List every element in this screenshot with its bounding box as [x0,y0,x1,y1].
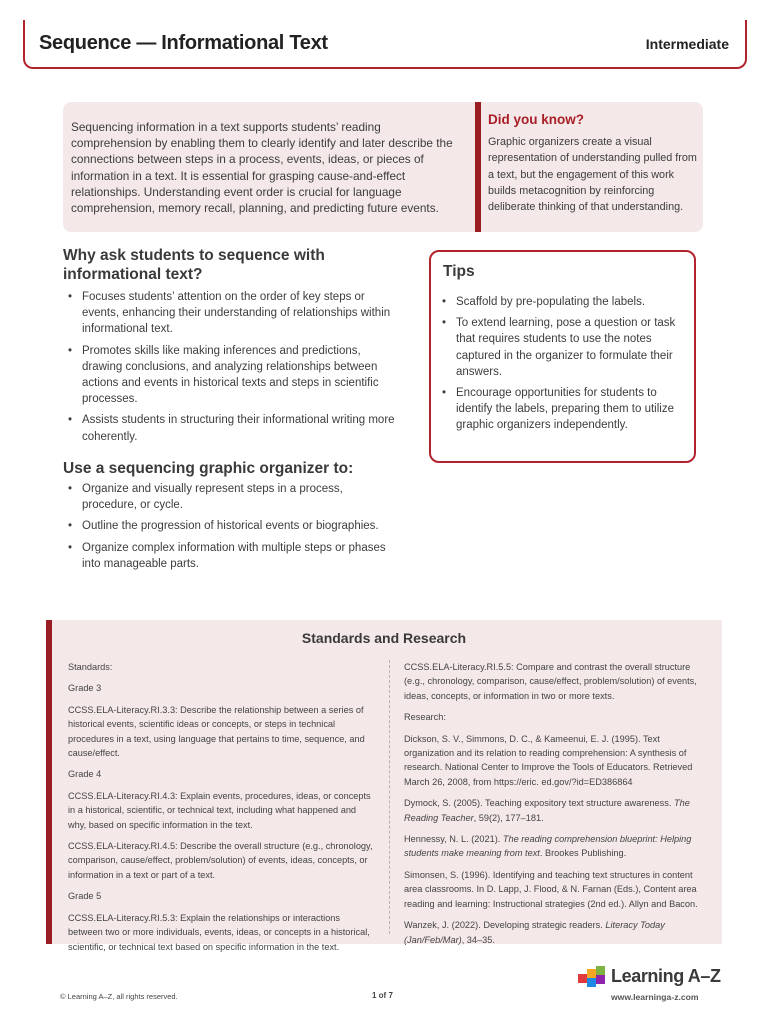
learning-az-logo [578,966,721,1006]
reference: Wanzek, J. (2022). Developing strategic readers. Literacy Today (Jan/Feb/Mar), 34–35. [404,920,665,945]
use-heading: Use a sequencing graphic organizer to: [63,460,354,477]
logo-icon [578,966,606,990]
did-you-know-title: Did you know? [488,112,584,127]
intro-paragraph: Sequencing information in a text supports students’ reading comprehension by enabling them to clearly identify and later describe the connections between steps in a process, events, ideas, or pieces of information in a text. It is essential for grasping cause-and-effect relationships. Understanding event order is crucial for language comprehension, memory recall, planning, and predicting future events. [71,120,453,216]
intro-divider [475,102,481,232]
standards-label: Standards: [68,662,113,672]
list-item: • Assists students in structuring their informational writing more coherently. [63,412,399,444]
standards-left-column [68,660,374,961]
list-item: • Organize and visually represent steps in a process, procedure, or cycle. [63,481,399,513]
grade-label: Grade 3 [68,683,102,694]
page-number: 1 of 7 [372,991,393,1000]
standards-title: Standards and Research [301,630,467,646]
why-heading: Why ask students to sequence with informational text? [63,247,325,283]
list-item: • To extend learning, pose a question or task that requires students to use the notes captured in the organizer to formulate their answers. [437,315,689,380]
level-label: Intermediate [645,35,729,52]
copyright-text: © Learning A–Z, all rights reserved. [60,992,178,1001]
standard-text: CCSS.ELA-Literacy.RI.4.3: Explain events, procedures, ideas, or concepts in a historical, scientific, or technical text, including what happened and why, based on specific information in the text. [68,790,371,830]
website-url: www.learninga-z.com [611,992,699,1002]
column-divider [389,660,390,934]
header-banner [23,20,747,69]
standards-accent-bar [46,620,52,944]
standards-panel [46,620,722,952]
reference: Dickson, S. V., Simmons, D. C., & Kameenui, E. J. (1995). Text organization and its relation to reading comprehension: A synthesis of research. National Center to Improve the Tools of Educators. Retrieved March 26, 2008, from https://eric. ed.gov/?id=ED386864 [404,733,693,787]
research-label: Research: [404,712,446,723]
logo-text: Learning A–Z [611,966,721,986]
use-list [63,481,399,577]
tips-title: Tips [443,263,475,280]
list-item: • Encourage opportunities for students to identify the labels, preparing them to utilize graphic organizers independently. [437,385,689,434]
why-list [63,289,399,450]
tips-box [429,250,696,463]
list-item: • Scaffold by pre-populating the labels. [437,294,689,310]
standard-text: CCSS.ELA-Literacy.RI.5.5: Compare and contrast the overall structure (e.g., chronology, comparison, cause/effect, problem/solution) of events, ideas, concepts, or information in two or more texts. [404,662,697,701]
grade-label: Grade 4 [68,769,102,780]
did-you-know-text: Graphic organizers create a visual representation of understanding pulled from a text, but the engagement of this work builds metacognition by reinforcing deliberate thinking of that understanding. [488,136,697,214]
standard-text: CCSS.ELA-Literacy.RI.4.5: Describe the overall structure (e.g., chronology, comparison, cause/effect, problem/solution) of events, ideas, concepts, or information in a text or part of a text. [68,841,373,880]
standards-right-column [404,660,710,954]
list-item: • Organize complex information with multiple steps or phases into manageable parts. [63,540,399,572]
reference: Dymock, S. (2005). Teaching expository text structure awareness. The Reading Teacher, 59(2), 177–181. [404,798,690,823]
list-item: • Outline the progression of historical events or biographies. [63,518,399,534]
list-item: • Promotes skills like making inferences and predictions, drawing conclusions, and analyzing relationships between actions and events in historical texts and steps in scientific processes. [63,343,399,408]
page-title: Sequence — Informational Text [39,32,328,54]
list-item: • Focuses students’ attention on the order of key steps or events, enhancing their understanding of relationships within informational text. [63,289,399,338]
intro-panel [63,102,703,232]
reference: Simonsen, S. (1996). Identifying and teaching text structures in content area classrooms. In D. Lapp, J. Flood, & N. Farnan (Eds.), Content area reading and learning: Instructional strategies (2nd ed.). Allyn and Bacon. [404,869,698,909]
standard-text: CCSS.ELA-Literacy.RI.5.3: Explain the relationships or interactions between two or more individuals, events, ideas, or concepts in a historical, scientific, or technical text based on specific information in the text. [68,912,370,952]
standard-text: CCSS.ELA-Literacy.RI.3.3: Describe the relationship between a series of historical events, scientific ideas or concepts, or steps in technical procedures in a text, using language that pertains to time, sequence, and cause/effect. [68,704,365,759]
tips-list [437,294,689,439]
reference: Hennessy, N. L. (2021). The reading comprehension blueprint: Helping students make meaning from text. Brookes Publishing. [404,834,692,859]
grade-label: Grade 5 [68,891,102,902]
